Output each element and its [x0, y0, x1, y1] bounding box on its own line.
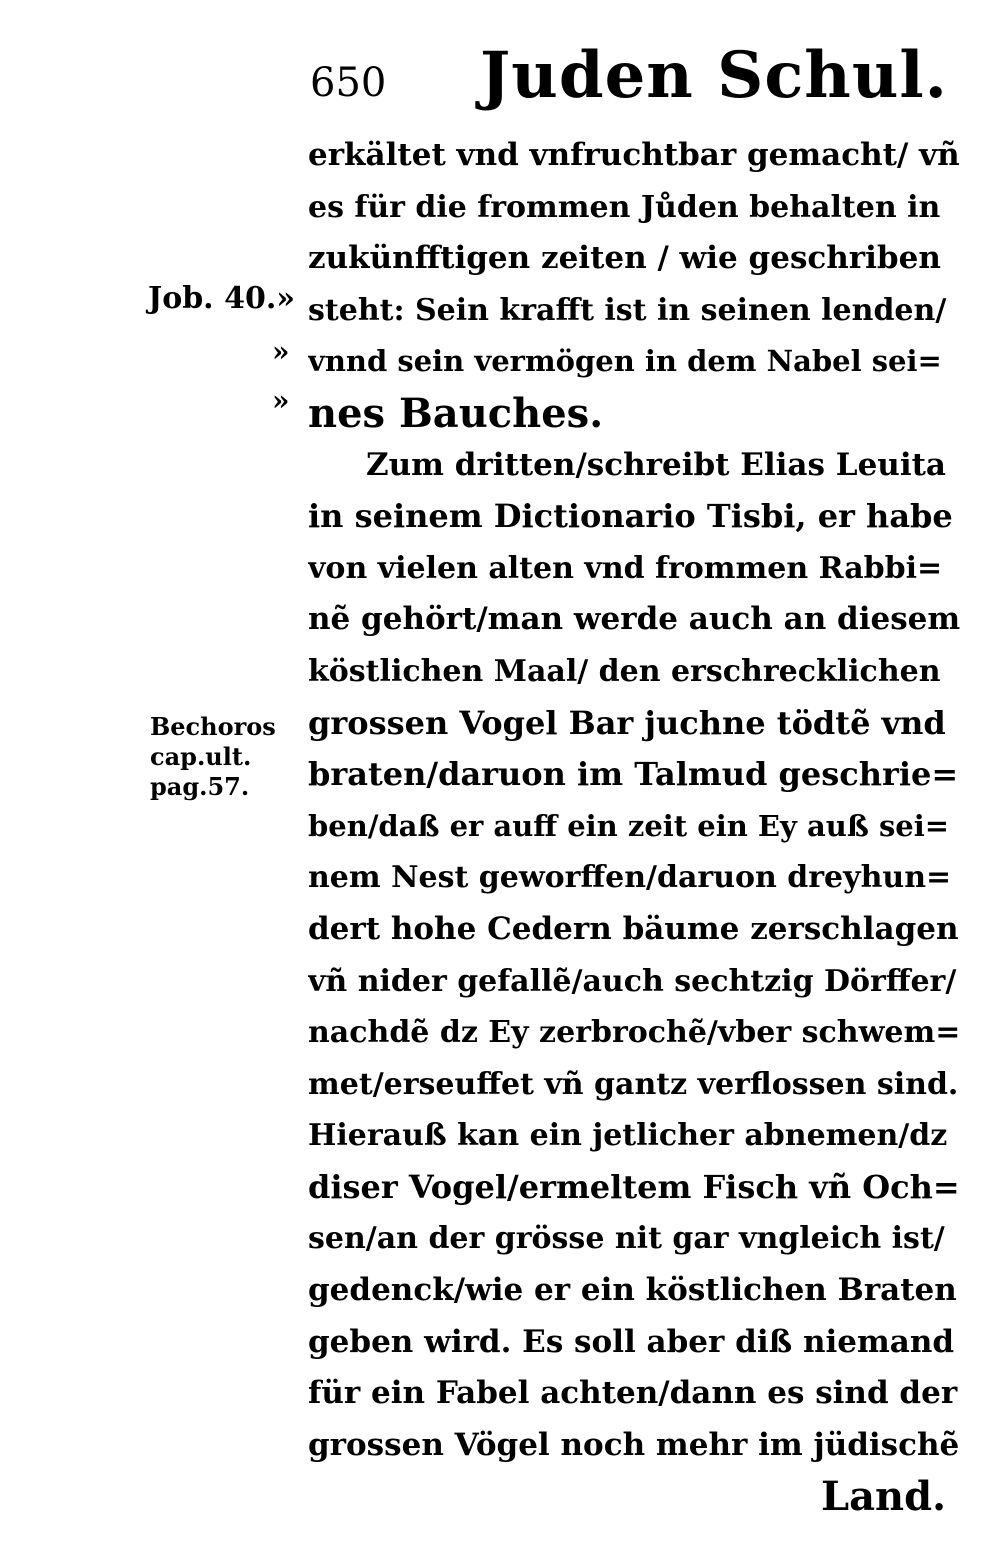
- text-line: ben/daß er auff ein zeit ein Ey auß sei=: [308, 808, 950, 843]
- margin-note-job-reference: Job. 40.»: [148, 281, 296, 316]
- text-line: sen/an der grösse nit gar vngleich ist/: [308, 1221, 945, 1257]
- margin-note-line: cap.ult.: [150, 742, 252, 771]
- text-line: braten/daruon im Talmud geschrie=: [308, 755, 959, 794]
- text-line: von vielen alten vnd frommen Rabbi=: [308, 550, 943, 586]
- text-line: vnnd sein vermögen in dem Nabel sei=: [308, 344, 942, 379]
- margin-quote-mark: »: [272, 384, 290, 417]
- text-line: es für die frommen Jůden behalten in: [308, 189, 941, 225]
- text-line: nachdẽ dz Ey zerbrochẽ/vber schwem=: [308, 1015, 960, 1051]
- text-line: dert hohe Cedern bäume zerschlagen: [308, 910, 959, 947]
- text-line: diser Vogel/ermeltem Fisch vñ Och=: [308, 1167, 960, 1206]
- margin-note-line: Bechoros: [150, 712, 276, 741]
- text-line: nes Bauches.: [308, 389, 604, 437]
- page-header: [300, 38, 960, 118]
- text-line: für ein Fabel achten/dann es sind der: [308, 1375, 958, 1412]
- margin-note-bechoros: [150, 712, 276, 802]
- paragraph-start-line: Zum dritten/schreibt Elias Leuita: [366, 446, 947, 483]
- text-line: grossen Vogel Bar juchne tödtẽ vnd: [308, 703, 946, 742]
- text-line: nem Nest geworffen/daruon dreyhun=: [308, 860, 952, 896]
- text-line: nẽ gehört/man werde auch an diesem: [308, 601, 960, 638]
- text-line: erkältet vnd vnfruchtbar gemacht/ vñ: [308, 137, 960, 173]
- main-text: [308, 130, 960, 1523]
- margin-quote-mark: »: [272, 335, 290, 368]
- text-line: steht: Sein krafft ist in seinen lenden/: [308, 292, 947, 328]
- margin-note-line: pag.57.: [150, 772, 250, 801]
- text-line: gedenck/wie er ein köstlichen Braten: [308, 1272, 957, 1309]
- running-title: Juden Schul.: [480, 38, 948, 113]
- text-line: grossen Vögel noch mehr im jüdischẽ: [308, 1426, 960, 1463]
- text-line: köstlichen Maal/ den erschrecklichen: [308, 653, 941, 689]
- text-line: in seinem Dictionario Tisbi, er habe: [308, 497, 953, 536]
- catchword: Land.: [820, 1473, 946, 1521]
- text-line: vñ nider gefallẽ/auch sechtzig Dörffer/: [308, 963, 957, 999]
- text-line: zukünfftigen zeiten / wie geschriben: [308, 240, 941, 277]
- page-number: 650: [310, 60, 387, 106]
- text-line: Hierauß kan ein jetlicher abnemen/dz: [308, 1118, 948, 1154]
- text-line: geben wird. Es soll aber diß niemand: [308, 1323, 955, 1360]
- text-line: met/erseuffet vñ gantz verflossen sind.: [308, 1066, 959, 1102]
